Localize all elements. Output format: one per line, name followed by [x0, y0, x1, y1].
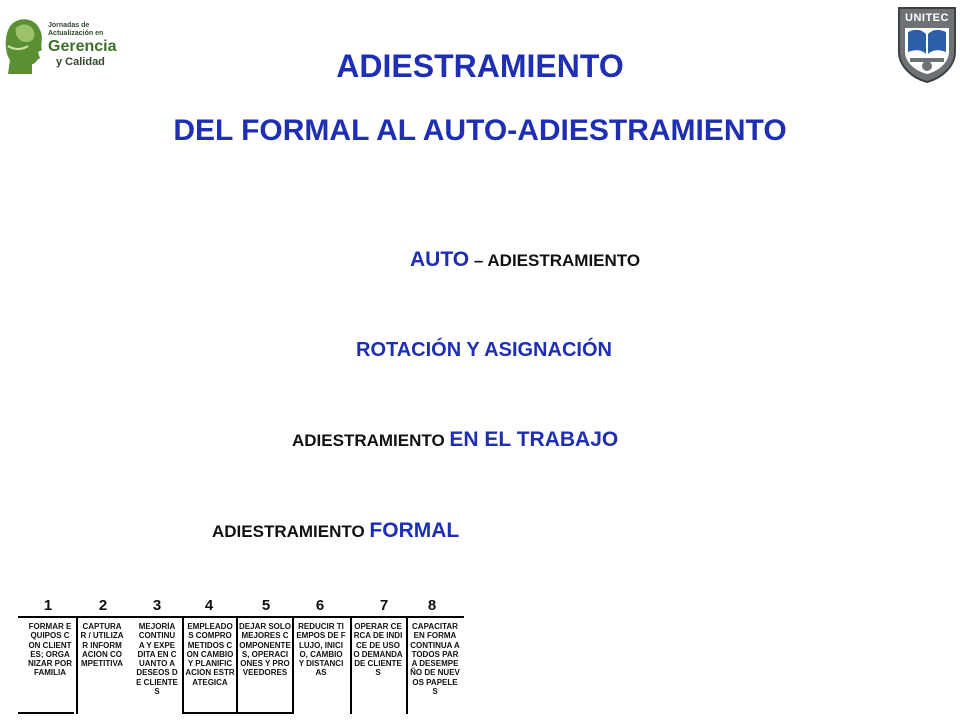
level-trabajo-label: EN EL TRABAJO — [449, 428, 619, 451]
column-number-6: 6 — [315, 597, 325, 614]
grid-divider-4 — [236, 616, 238, 714]
column-number-7: 7 — [379, 597, 389, 614]
level-auto-label: AUTO — [410, 248, 470, 271]
logo-text-gerencia: Gerencia — [48, 38, 117, 55]
column-text-1: FORMAR EQUIPOS CON CLIENTES; ORGANIZAR POR FAMILIA — [28, 622, 72, 678]
column-number-8: 8 — [427, 597, 437, 614]
column-number-1: 1 — [43, 597, 53, 614]
logo-text-line2: Actualización en — [48, 30, 104, 37]
grid-divider-7 — [406, 616, 408, 714]
level-trabajo-prefix: ADIESTRAMIENTO — [292, 431, 450, 450]
grid-divider-6 — [350, 616, 352, 714]
grid-divider-3 — [182, 616, 184, 714]
column-text-8: CAPACITAR EN FORMA CONTINUA A TODOS PARA DESEMPEÑO DE NUEVOS PAPELES — [410, 622, 460, 697]
level-auto-suffix: – ADIESTRAMIENTO — [469, 251, 641, 270]
column-text-2: CAPTURAR / UTILIZAR INFORMACION COMPETITIVA — [80, 622, 124, 669]
grid-divider-1 — [76, 616, 78, 714]
level-formal — [212, 519, 459, 543]
column-text-5: DEJAR SOLO MEJORES COMPONENTES, OPERACIONES Y PROVEEDORES — [239, 622, 291, 678]
logo-text-line1: Jornadas de — [48, 22, 90, 29]
grid-top-line — [18, 616, 464, 618]
level-formal-label: FORMAL — [369, 519, 460, 542]
grid-bottom-line-1 — [18, 712, 74, 714]
level-auto-adiestramiento — [410, 248, 640, 272]
column-text-4: EMPLEADOS COMPROMETIDOS CON CAMBIO Y PLANIFICACION ESTRATEGICA — [185, 622, 235, 687]
logo-text-calidad: y Calidad — [56, 56, 105, 68]
page-subtitle: DEL FORMAL AL AUTO-ADIESTRAMIENTO — [173, 114, 787, 147]
column-text-7: OPERAR CERCA DE INDICE DE USO O DEMANDA DE CLIENTES — [353, 622, 403, 678]
column-number-5: 5 — [261, 597, 271, 614]
grid-divider-5 — [292, 616, 294, 714]
level-formal-prefix: ADIESTRAMIENTO — [212, 522, 370, 541]
column-text-6: REDUCIR TIEMPOS DE FLUJO, INICIO, CAMBIO Y DISTANCIAS — [296, 622, 346, 678]
column-number-4: 4 — [204, 597, 214, 614]
level-en-el-trabajo — [292, 428, 618, 452]
column-number-2: 2 — [98, 597, 108, 614]
column-text-3: MEJORÍA CONTINUA Y EXPEDITA EN CUANTO A DESEOS DE CLIENTES — [136, 622, 178, 697]
unitec-logo-text: UNITEC — [905, 12, 949, 24]
page-title: ADIESTRAMIENTO — [336, 48, 624, 84]
level-rotacion-asignacion: ROTACIÓN Y ASIGNACIÓN — [356, 339, 612, 361]
column-number-3: 3 — [152, 597, 162, 614]
